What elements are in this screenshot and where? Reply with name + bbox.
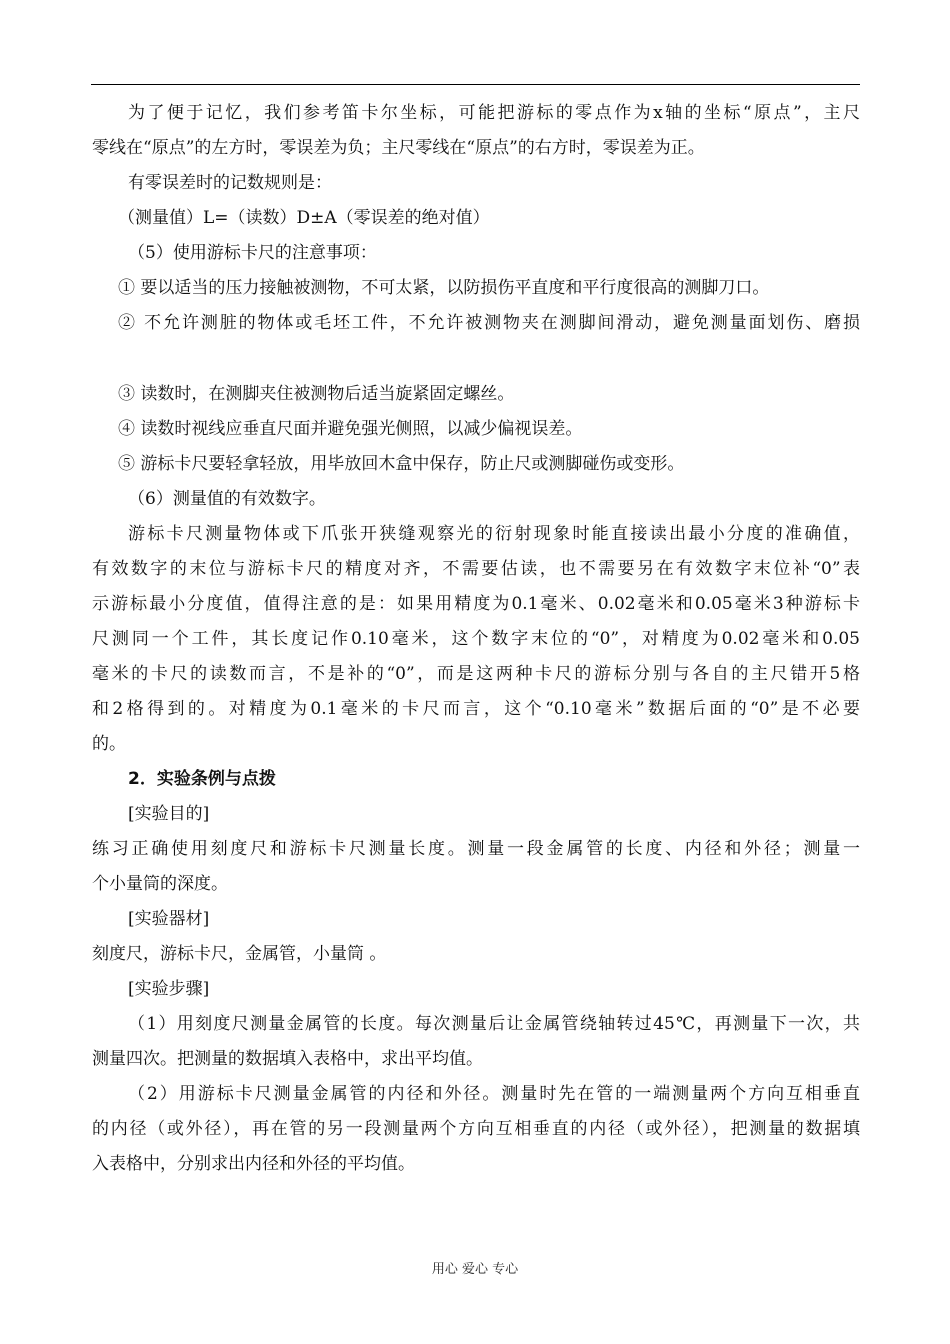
paragraph-line: [实验器材] <box>128 909 210 929</box>
paragraph-line: 有效数字的末位与游标卡尺的精度对齐，不需要估读，也不需要另在有效数字末位补“0”表 <box>92 559 860 579</box>
paragraph-line: 刻度尺，游标卡尺，金属管，小量筒 。 <box>92 944 387 964</box>
paragraph-line: 练习正确使用刻度尺和游标卡尺测量长度。测量一段金属管的长度、内径和外径；测量一 <box>92 839 860 859</box>
paragraph-line: 和2格得到的。对精度为0.1毫米的卡尺而言，这个“0.10毫米”数据后面的“0”是不必要 <box>92 699 860 719</box>
paragraph-line: （1）用刻度尺测量金属管的长度。每次测量后让金属管绕轴转过45℃，再测量下一次，共 <box>128 1014 860 1034</box>
paragraph-line: ② 不允许测脏的物体或毛坯工件，不允许被测物夹在测脚间滑动，避免测量面划伤、磨损 <box>118 313 860 333</box>
paragraph-line: 零线在“原点”的左方时，零误差为负；主尺零线在“原点”的右方时，零误差为正。 <box>92 138 705 158</box>
paragraph-line: [实验步骤] <box>128 979 210 999</box>
paragraph-line: 的内径（或外径），再在管的另一段测量两个方向互相垂直的内径（或外径），把测量的数据填 <box>92 1119 860 1139</box>
header-rule <box>91 84 860 85</box>
paragraph-line: ① 要以适当的压力接触被测物，不可太紧，以防损伤平直度和平行度很高的测脚刀口。 <box>118 278 770 298</box>
paragraph-line: （5）使用游标卡尺的注意事项： <box>128 243 377 263</box>
paragraph-line: 尺测同一个工件，其长度记作0.10毫米，这个数字末位的“0”，对精度为0.02毫米和0.05 <box>92 629 860 649</box>
paragraph-line: 毫米的卡尺的读数而言，不是补的“0”，而是这两种卡尺的游标分别与各自的主尺错开5格 <box>92 664 860 684</box>
paragraph-line: ⑤ 游标卡尺要轻拿轻放，用毕放回木盒中保存，防止尺或测脚碰伤或变形。 <box>118 454 685 474</box>
paragraph-line: （测量值）L=（读数）D±A（零误差的绝对值） <box>118 208 490 228</box>
paragraph-line: 个小量筒的深度。 <box>92 874 228 894</box>
paragraph-line: 入表格中，分别求出内径和外径的平均值。 <box>92 1154 415 1174</box>
blank-line <box>92 341 860 377</box>
document-body <box>92 96 860 1182</box>
paragraph-line: ④ 读数时视线应垂直尺面并避免强光侧照，以减少偏视误差。 <box>118 419 583 439</box>
section-heading: 2．实验条例与点拨 <box>128 769 276 789</box>
paragraph-line: 测量四次。把测量的数据填入表格中，求出平均值。 <box>92 1049 483 1069</box>
paragraph-line: ③ 读数时，在测脚夹住被测物后适当旋紧固定螺丝。 <box>118 384 515 404</box>
paragraph-line: 游标卡尺测量物体或下爪张开狭缝观察光的衍射现象时能直接读出最小分度的准确值， <box>128 524 860 544</box>
paragraph-line: （6）测量值的有效数字。 <box>128 489 326 509</box>
paragraph-line: 有零误差时的记数规则是： <box>128 173 332 193</box>
paragraph-line: （2）用游标卡尺测量金属管的内径和外径。测量时先在管的一端测量两个方向互相垂直 <box>128 1084 860 1104</box>
paragraph-line: [实验目的] <box>128 804 210 824</box>
paragraph-line: 示游标最小分度值，值得注意的是：如果用精度为0.1毫米、0.02毫米和0.05毫米3种游标卡 <box>92 594 860 614</box>
paragraph-line: 的。 <box>92 734 126 754</box>
page-footer: 用心 爱心 专心 <box>431 1262 519 1277</box>
paragraph-line: 为了便于记忆，我们参考笛卡尔坐标，可能把游标的零点作为x轴的坐标“原点”，主尺 <box>128 103 860 123</box>
